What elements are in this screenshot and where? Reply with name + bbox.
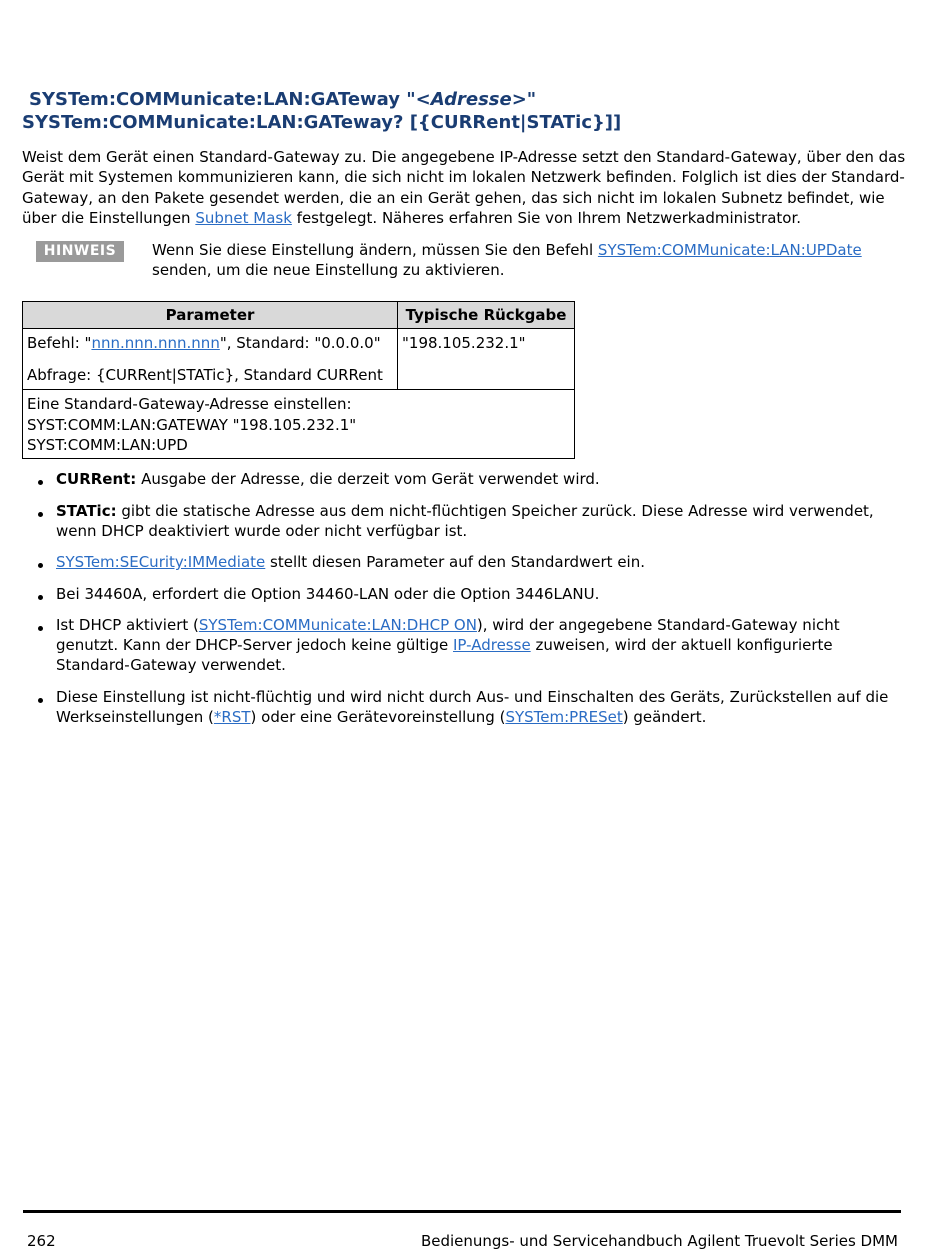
example-line: Eine Standard-Gateway-Adresse einstellen: [27,395,352,413]
subnet-mask-link[interactable]: Subnet Mask [195,208,292,227]
parameter-cell [23,329,398,390]
table-header-row [23,302,575,329]
dhcp-on-link[interactable]: SYSTem:COMMunicate:LAN:DHCP ON [198,616,477,634]
table-row [23,390,575,459]
page-number: 262 [27,1232,56,1250]
command-heading [22,88,922,134]
lan-update-link[interactable]: SYSTem:COMMunicate:LAN:UPDate [597,241,862,259]
note-badge: HINWEIS [36,241,124,262]
note-text: Wenn Sie diese Einstellung ändern, müssen Sie den Befehl SYSTem:COMMunicate:LAN:UPDate senden, um die neue Einstellung zu aktivieren. [152,241,862,279]
list-item: CURRent: Ausgabe der Adresse, die derzeit vom Gerät verwendet wird. [30,469,905,489]
example-line: SYST:COMM:LAN:UPD [27,436,188,454]
intro-paragraph: Weist dem Gerät einen Standard-Gateway zu. Die angegebene IP-Adresse setzt den Standard-Gateway, über den das Gerät mit Systemen kommunizieren kann, die sich nicht im lokalen Netzwerk befinden. Folglich ist dies der Standard-Gateway, an den Pakete gesendet werden, die an ein Gerät gehen, das sich nicht im lokalen Subnetz befindet, wie über die Einstellungen Subnet Mask festgelegt. Näheres erfahren Sie von Ihrem Netzwerkadministrator. [22,148,906,227]
example-cell [23,390,575,459]
return-header: Typische Rückgabe [398,302,575,329]
footer-title: Bedienungs- und Servicehandbuch Agilent Truevolt Series DMM [420,1232,898,1250]
footer-divider [23,1210,901,1213]
list-item: Ist DHCP aktiviert (SYSTem:COMMunicate:LAN:DHCP ON), wird der angegebene Standard-Gateway nicht genutzt. Kann der DHCP-Server jedoch keine gültige IP-Adresse zuweisen, wird der aktuell konfigurierte Standard-Gateway verwendet. [30,615,905,675]
command-heading-query: SYSTem:COMMunicate:LAN:GATeway? [{CURRent|STATic}]] [22,112,622,133]
param-befehl: Befehl: "nnn.nnn.nnn.nnn", Standard: "0.0.0.0" [27,334,381,352]
parameter-table [22,301,575,459]
table-row [23,329,575,390]
list-item: SYSTem:SECurity:IMMediate stellt diesen Parameter auf den Standardwert ein. [30,552,905,572]
list-item: STATic: gibt die statische Adresse aus dem nicht-flüchtigen Speicher zurück. Diese Adresse wird verwendet, wenn DHCP deaktiviert wurde oder nicht verfügbar ist. [30,501,905,541]
rst-link[interactable]: *RST [213,707,251,726]
list-item: Diese Einstellung ist nicht-flüchtig und wird nicht durch Aus- und Einschalten des Geräts, Zurückstellen auf die Werkseinstellungen (*RST) oder eine Gerätevoreinstellung (SYSTem:PRESet) geändert. [30,687,905,727]
notes-list [30,469,905,738]
return-cell: "198.105.232.1" [398,329,575,390]
ip-address-link[interactable]: IP-Adresse [453,636,531,654]
parameter-header: Parameter [23,302,398,329]
param-abfrage: Abfrage: {CURRent|STATic}, Standard CURRent [27,366,383,384]
preset-link[interactable]: SYSTem:PRESet [505,707,623,726]
example-line: SYST:COMM:LAN:GATEWAY "198.105.232.1" [27,415,357,434]
security-immediate-link[interactable]: SYSTem:SECurity:IMMediate [56,553,266,571]
command-heading-set: SYSTem:COMMunicate:LAN:GATeway "<Adresse>" [29,89,537,110]
address-format-link[interactable]: nnn.nnn.nnn.nnn [91,334,220,352]
list-item: Bei 34460A, erfordert die Option 34460-LAN oder die Option 3446LANU. [30,584,905,604]
